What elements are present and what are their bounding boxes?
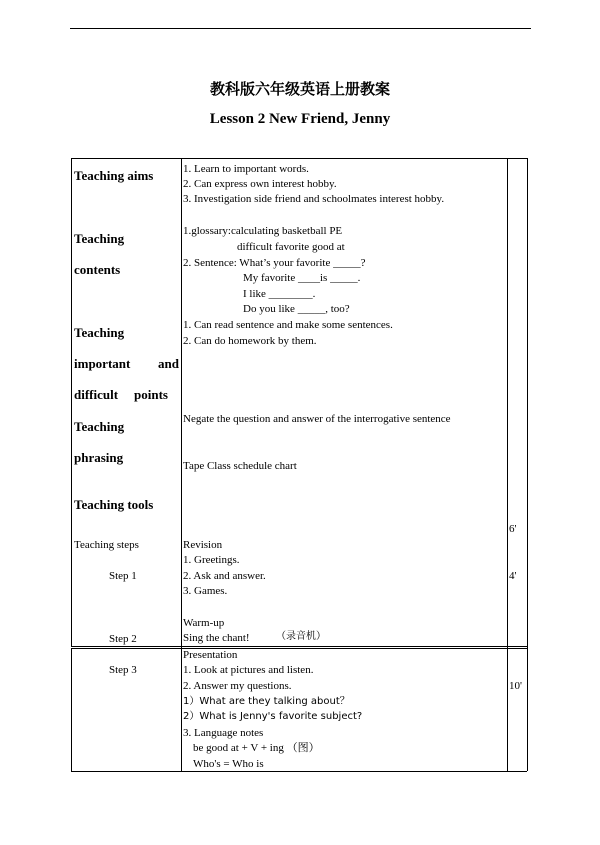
- important-label-3a: difficult: [74, 387, 119, 402]
- important-item-2: 2. Can do homework by them.: [183, 335, 317, 347]
- time-4: 4': [509, 570, 517, 582]
- aims-item-3: 3. Investigation side friend and schoolmates interest hobby.: [183, 193, 445, 205]
- step3-item-1: 1. Look at pictures and listen.: [183, 664, 314, 676]
- time-10: 10': [509, 680, 522, 692]
- teaching-contents-label-1: Teaching: [74, 231, 125, 246]
- step3-title: Presentation: [183, 649, 238, 661]
- tools-text: Tape Class schedule chart: [183, 460, 297, 472]
- document-title-chinese: 教科版六年级英语上册教案: [209, 80, 390, 98]
- column-divider: [181, 158, 182, 771]
- phrasing-text: Negate the question and answer of the interrogative sentence: [183, 413, 451, 425]
- sentence-line-2: My favorite ____is _____.: [243, 272, 361, 284]
- phrasing-label-2: phrasing: [74, 450, 124, 465]
- step1-title: Revision: [183, 539, 223, 551]
- teaching-contents-label-2: contents: [74, 262, 121, 277]
- step1-item-1: 1. Greetings.: [183, 554, 240, 566]
- table-left-border-2: [71, 648, 72, 771]
- aims-item-1: 1. Learn to important words.: [183, 163, 309, 175]
- step1-item-3: 3. Games.: [183, 585, 228, 597]
- table-right-border: [527, 158, 528, 771]
- time-6: 6': [509, 523, 517, 535]
- page-break-line-2: [71, 648, 527, 649]
- important-label-2a: important: [74, 356, 131, 371]
- step2-label: Step 2: [109, 633, 137, 645]
- step2-title: Warm-up: [183, 617, 225, 629]
- step2-item: Sing the chant!: [183, 632, 250, 644]
- step1-item-2: 2. Ask and answer.: [183, 570, 266, 582]
- important-item-1: 1. Can read sentence and make some sentences.: [183, 319, 393, 331]
- glossary-line: 1.glossary:calculating basketball PE: [183, 225, 343, 237]
- phrasing-label-1: Teaching: [74, 419, 125, 434]
- important-label-3b: points: [134, 387, 168, 402]
- header-rule: [70, 28, 531, 29]
- step3-item-7: Who's = Who is: [193, 758, 264, 770]
- aims-item-2: 2. Can express own interest hobby.: [183, 178, 337, 190]
- important-label-2b: and: [158, 356, 179, 371]
- important-label-1: Teaching: [74, 325, 125, 340]
- sentence-line-3: I like ________.: [243, 288, 316, 300]
- step1-label: Step 1: [109, 570, 137, 582]
- teaching-tools-label: Teaching tools: [74, 497, 154, 512]
- glossary-line-2: difficult favorite good at: [237, 241, 345, 253]
- table-bottom-border: [71, 771, 527, 772]
- step3-item-2: 2. Answer my questions.: [183, 680, 292, 692]
- step3-item-5: 3. Language notes: [183, 727, 264, 739]
- step3-item-6: be good at + V + ing （图）: [193, 742, 320, 754]
- table-top-border: [71, 158, 527, 159]
- step2-note: （录音机）: [276, 631, 326, 642]
- teaching-aims-label: Teaching aims: [74, 168, 154, 183]
- time-column-divider: [507, 158, 508, 771]
- sentence-line: 2. Sentence: What’s your favorite _____?: [183, 257, 366, 269]
- step3-item-3: 1）What are they talking about？: [183, 696, 350, 707]
- step3-label: Step 3: [109, 664, 137, 676]
- teaching-steps-label: Teaching steps: [74, 539, 139, 551]
- step3-item-4: 2）What is Jenny's favorite subject?: [183, 711, 363, 722]
- table-left-border: [71, 158, 72, 646]
- page-break-line-1: [71, 646, 527, 647]
- sentence-line-4: Do you like _____, too?: [243, 303, 350, 315]
- lesson-title: Lesson 2 New Friend, Jenny: [209, 111, 391, 127]
